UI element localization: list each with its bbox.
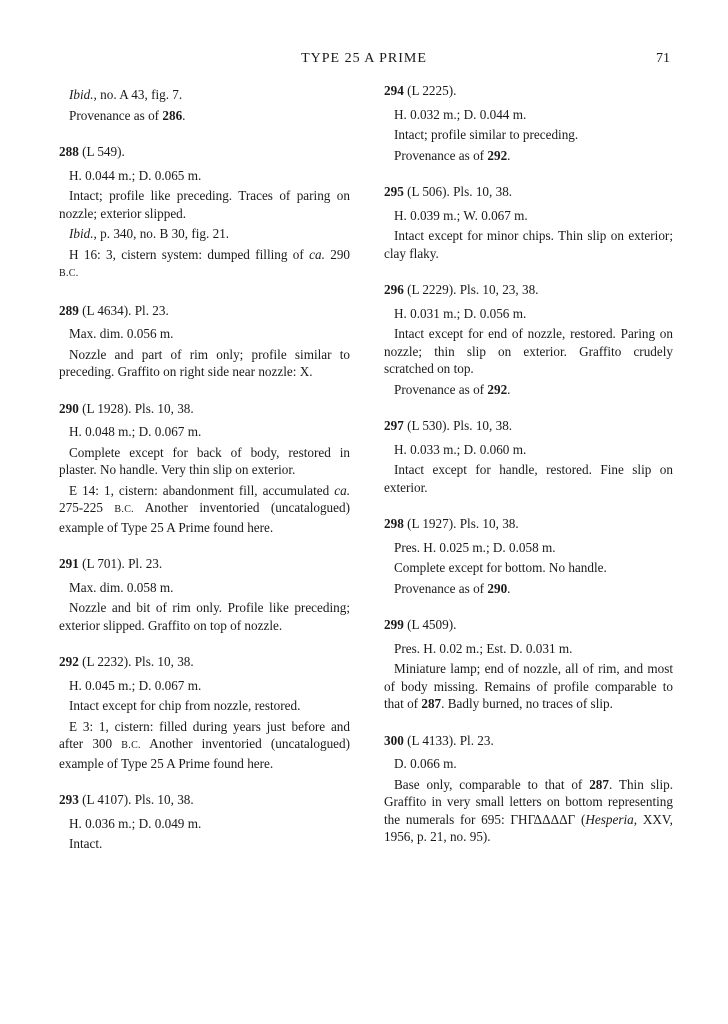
catalogue-entry-295: 295 (L 506). Pls. 10, 38. H. 0.039 m.; W. 0.067 m. Intact except for minor chips. Thin slip on exterior; clay flaky.	[384, 184, 673, 261]
catalogue-entry-294: 294 (L 2225). H. 0.032 m.; D. 0.044 m. Intact; profile similar to preceding. Provenance as of 292.	[384, 83, 579, 163]
catalogue-entry-291: 291 (L 701). Pl. 23. Max. dim. 0.058 m. Nozzle and bit of rim only. Profile like preceding; exterior slipped. Graffito on top of nozzle.	[59, 556, 350, 633]
catalogue-entry-290: 290 (L 1928). Pls. 10, 38. H. 0.048 m.; D. 0.067 m. Complete except for back of body, restored in plaster. No handle. Very thin slip on exterior. E 14: 1, cistern: abandonment fill, accumulated ca. 275-225 B.C. Another inventoried (uncatalogued) example of Type 25 A Prime found here.	[59, 400, 350, 535]
page-header	[0, 50, 728, 70]
intro-entry: Ibid., no. A 43, fig. 7. Provenance as of 286.	[69, 87, 186, 123]
catalogue-entry-288: 288 (L 549). H. 0.044 m.; D. 0.065 m. Intact; profile like preceding. Traces of paring on nozzle; exterior slipped. Ibid., p. 340, no. B 30, fig. 21. H 16: 3, cistern system: dumped filling of ca. 290 B.C.	[59, 143, 350, 283]
catalogue-entry-293: 293 (L 4107). Pls. 10, 38. H. 0.036 m.; D. 0.049 m. Intact.	[59, 792, 202, 851]
catalogue-entry-298: 298 (L 1927). Pls. 10, 38. Pres. H. 0.025 m.; D. 0.058 m. Complete except for bottom. No handle. Provenance as of 290.	[384, 516, 607, 596]
catalogue-entry-299: 299 (L 4509). Pres. H. 0.02 m.; Est. D. 0.031 m. Miniature lamp; end of nozzle, all of rim, and most of body missing. Remains of profile comparable to that of 287. Badly burned, no traces of slip.	[384, 617, 673, 711]
entry-dimensions: H. 0.044 m.; D. 0.065 m.	[69, 167, 202, 183]
entry-heading: 288 (L 549).	[59, 144, 125, 159]
catalogue-entry-289: 289 (L 4634). Pl. 23. Max. dim. 0.056 m. Nozzle and part of rim only; profile similar to preceding. Graffito on right side near nozzle: X.	[59, 302, 350, 379]
right-column	[384, 82, 673, 865]
catalogue-entry-300: 300 (L 4133). Pl. 23. D. 0.066 m. Base only, comparable to that of 287. Thin slip. Graffito in very small letters on bottom representing the numerals for 695: ΓΗΓΔΔΔΔΓ (Hesperia, XXV, 1956, p. 21, no. 95).	[384, 732, 673, 844]
running-title: TYPE 25 A PRIME	[301, 51, 427, 66]
left-column	[59, 86, 350, 872]
catalogue-entry-296: 296 (L 2229). Pls. 10, 23, 38. H. 0.031 m.; D. 0.056 m. Intact except for end of nozzle, restored. Paring on nozzle; thin slip on exterior. Graffito crudely scratched on top. Provenance as of 292.	[384, 282, 673, 397]
entry-description: Intact; profile like preceding. Traces of paring on nozzle; exterior slipped.	[59, 188, 350, 221]
greek-numerals: ΓΗΓΔΔΔΔΓ	[510, 811, 576, 827]
catalogue-entry-297: 297 (L 530). Pls. 10, 38. H. 0.033 m.; D. 0.060 m. Intact except for handle, restored. Fine slip on exterior.	[384, 418, 673, 495]
entry-context: H 16: 3, cistern system: dumped filling of ca. 290 B.C.	[59, 246, 351, 279]
page-number: 71	[656, 51, 670, 66]
catalogue-entry-292: 292 (L 2232). Pls. 10, 38. H. 0.045 m.; D. 0.067 m. Intact except for chip from nozzle, restored. E 3: 1, cistern: filled during years just before and after 300 B.C. Another inventoried (uncatalogued) example of Type 25 A Prime found here.	[59, 654, 350, 771]
